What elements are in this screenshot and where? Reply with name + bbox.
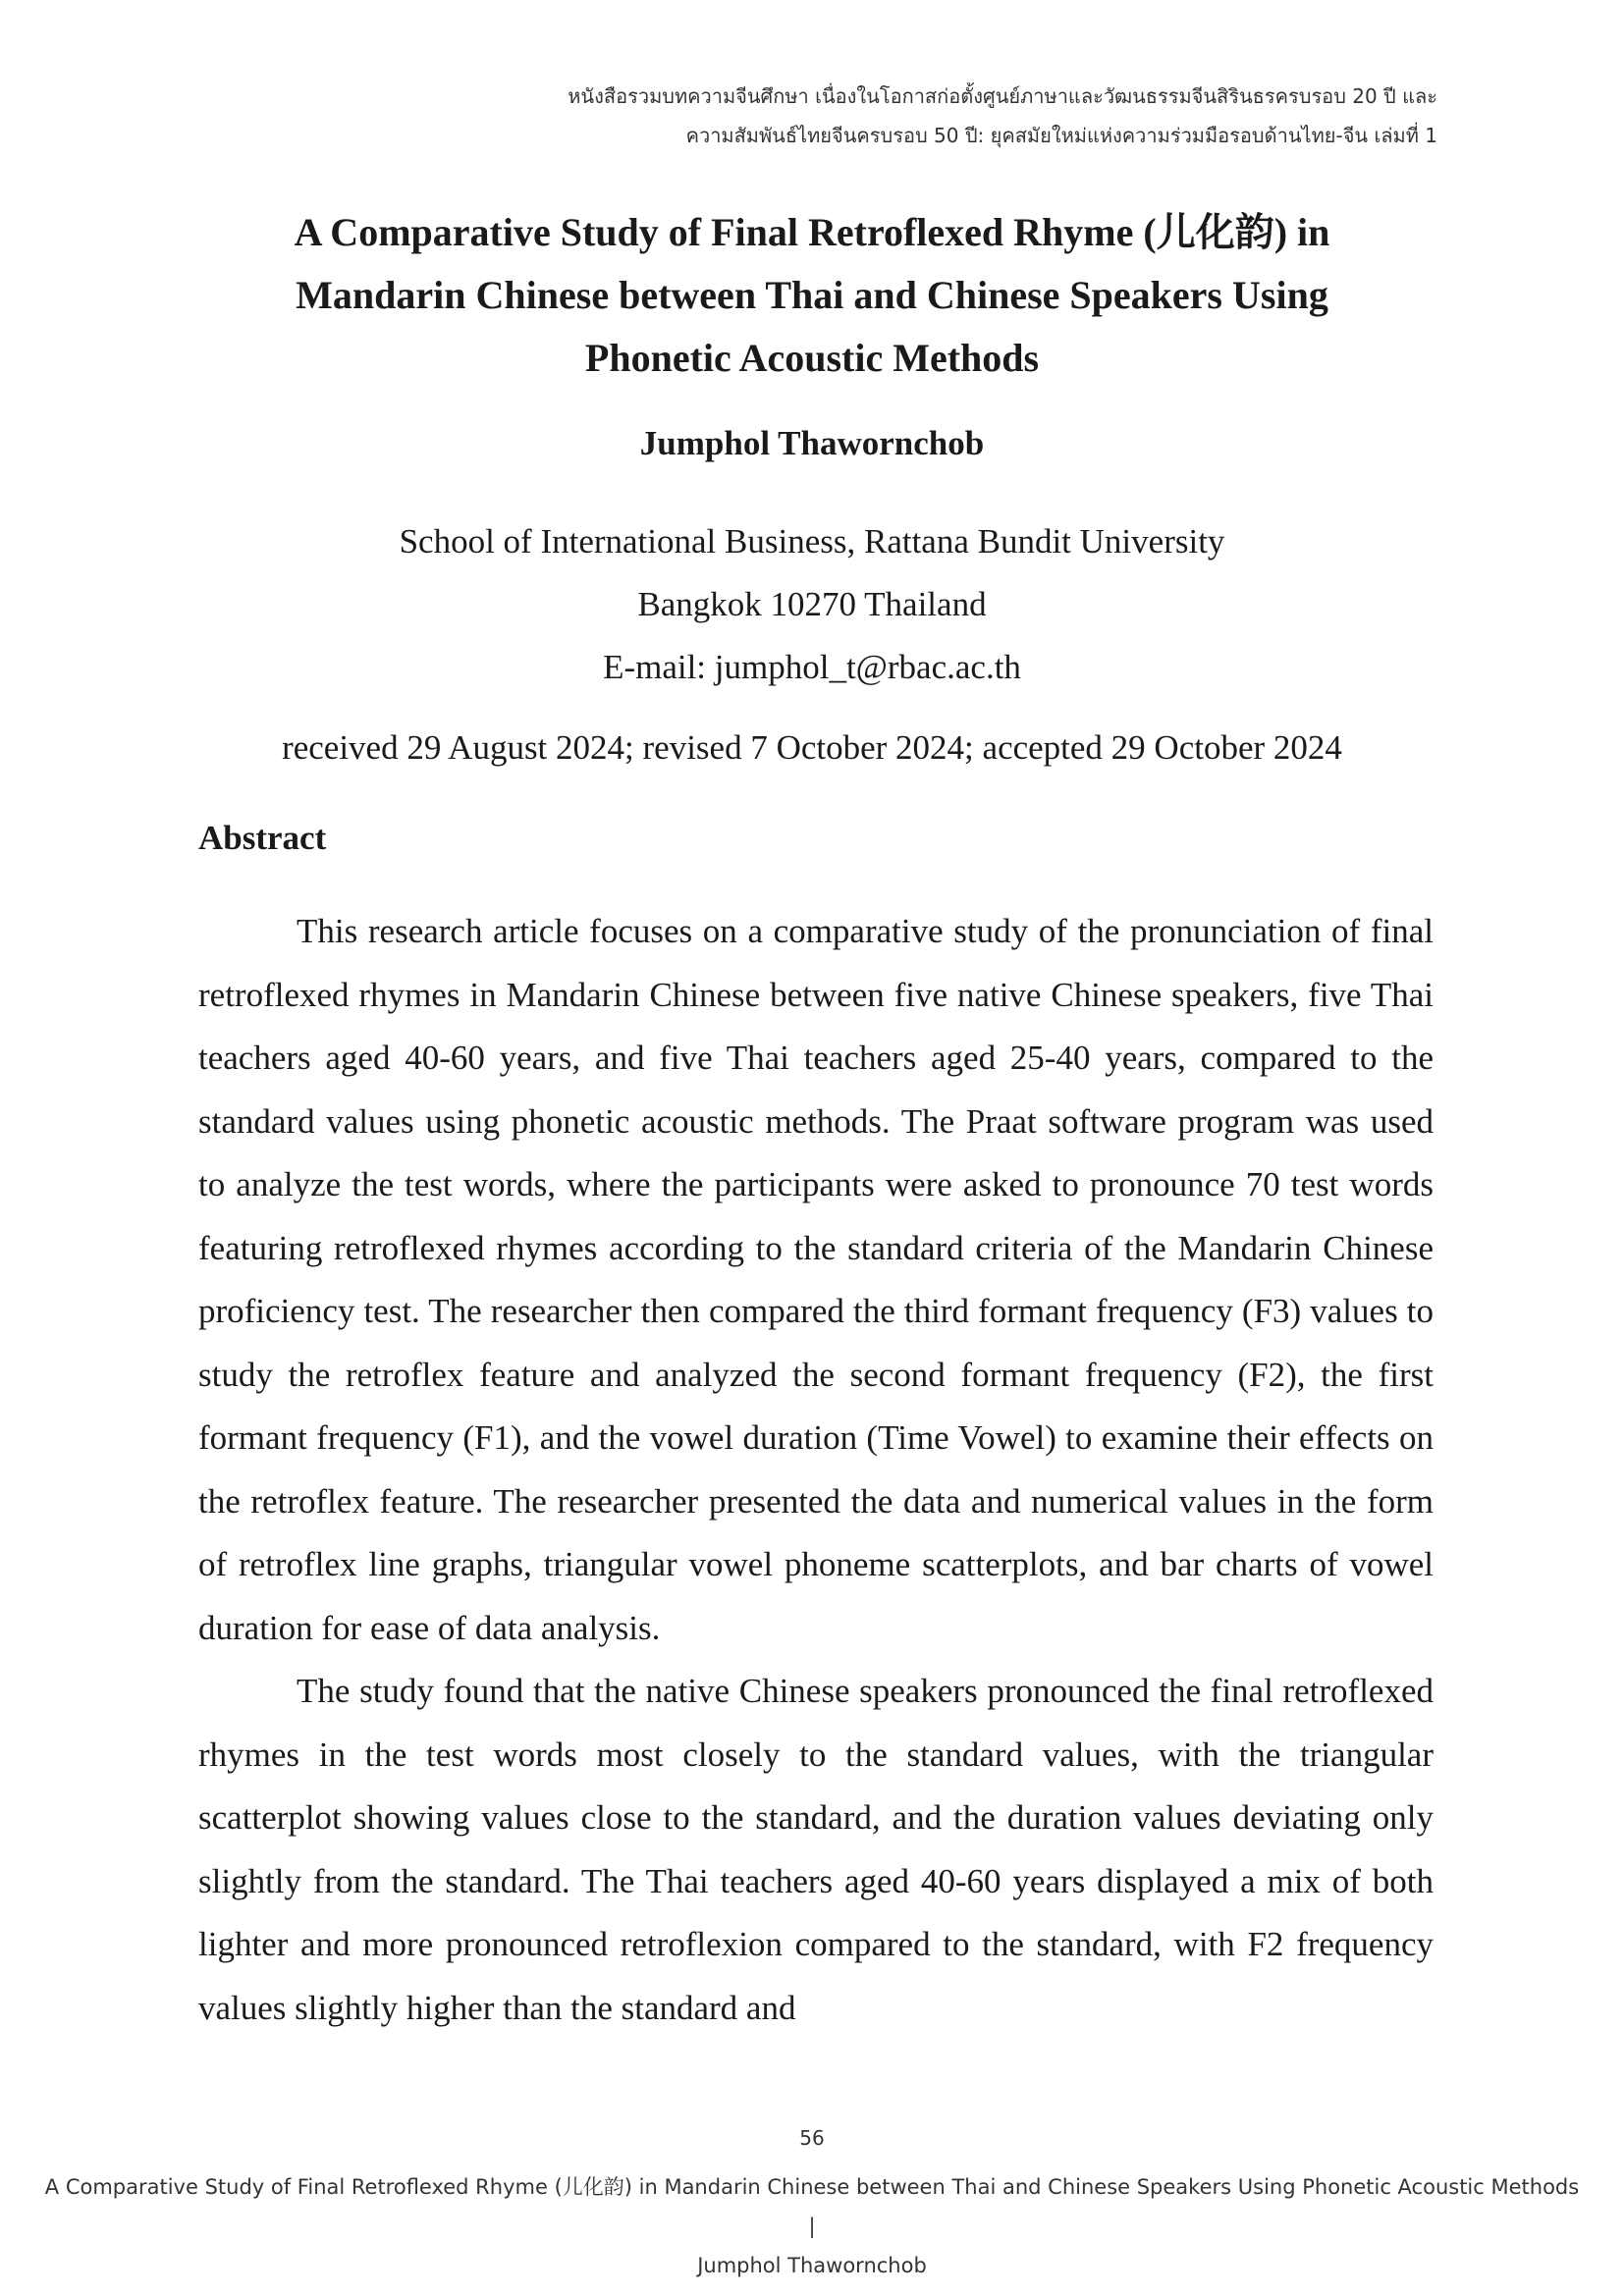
paper-title-line-2: Mandarin Chinese between Thai and Chinese Speakers Using — [296, 273, 1328, 317]
affiliation-email: E-mail: jumphol_t@rbac.ac.th — [603, 648, 1021, 686]
abstract-paragraph-1: This research article focuses on a comparative study of the pronunciation of final retroflexed rhymes in Mandarin Chinese between five native Chinese speakers, five Thai teachers aged 40-60 years, and five Thai teachers aged 25-40 years, compared to the standard values using phonetic acoustic methods. The Praat software program was used to analyze the test words, where the participants were asked to pronounce 70 test words featuring retroflexed rhymes according to the standard criteria of the Mandarin Chinese proficiency test. The researcher then compared the third formant frequency (F3) values to study the retroflex feature and analyzed the second formant frequency (F2), the first formant frequency (F1), and the vowel duration (Time Vowel) to examine their effects on the retroflex feature. The researcher presented the data and numerical values in the form of retroflex line graphs, triangular vowel phoneme scatterplots, and bar charts of vowel duration for ease of data analysis. — [198, 912, 1434, 1647]
running-footer-line-1: A Comparative Study of Final Retroflexed Rhyme (儿化韵) in Mandarin Chinese between Thai and Chinese Speakers Using Phonetic Acoustic Methods | — [44, 2175, 1580, 2238]
running-footer — [39, 2167, 1585, 2285]
affiliation-institution: School of International Business, Rattana Bundit University — [399, 522, 1225, 561]
running-header-line-1: หนังสือรวมบทความจีนศึกษา เนื่องในโอกาสก่อตั้งศูนย์ภาษาและวัฒนธรรมจีนสิรินธรครบรอบ 20 ปี และ — [568, 84, 1437, 108]
paper-title — [196, 201, 1428, 390]
submission-dates: received 29 August 2024; revised 7 October 2024; accepted 29 October 2024 — [282, 728, 1342, 767]
author-affiliation — [196, 510, 1428, 699]
paper-title-line-3: Phonetic Acoustic Methods — [584, 336, 1040, 380]
running-header-line-2: ความสัมพันธ์ไทยจีนครบรอบ 50 ปี: ยุคสมัยใหม่แห่งความร่วมมือรอบด้านไทย-จีน เล่มที่ 1 — [685, 124, 1437, 147]
paper-title-line-1: A Comparative Study of Final Retroflexed Rhyme (儿化韵) in — [294, 210, 1330, 254]
page-number: 56 — [799, 2126, 825, 2150]
abstract-body — [198, 900, 1434, 2040]
running-header — [357, 77, 1437, 155]
author-name: Jumphol Thawornchob — [639, 424, 985, 462]
running-footer-line-2: Jumphol Thawornchob — [697, 2254, 927, 2277]
affiliation-address: Bangkok 10270 Thailand — [637, 585, 987, 623]
abstract-heading: Abstract — [198, 819, 327, 857]
abstract-paragraph-2: The study found that the native Chinese speakers pronounced the final retroflexed rhymes in the test words most closely to the standard values, with the triangular scatterplot showing values close to the standard, and the duration values deviating only slightly from the standard. The Thai teachers aged 40-60 years displayed a mix of both lighter and more pronounced retroflexion compared to the standard, with F2 frequency values slightly higher than the standard and — [198, 1672, 1434, 2027]
